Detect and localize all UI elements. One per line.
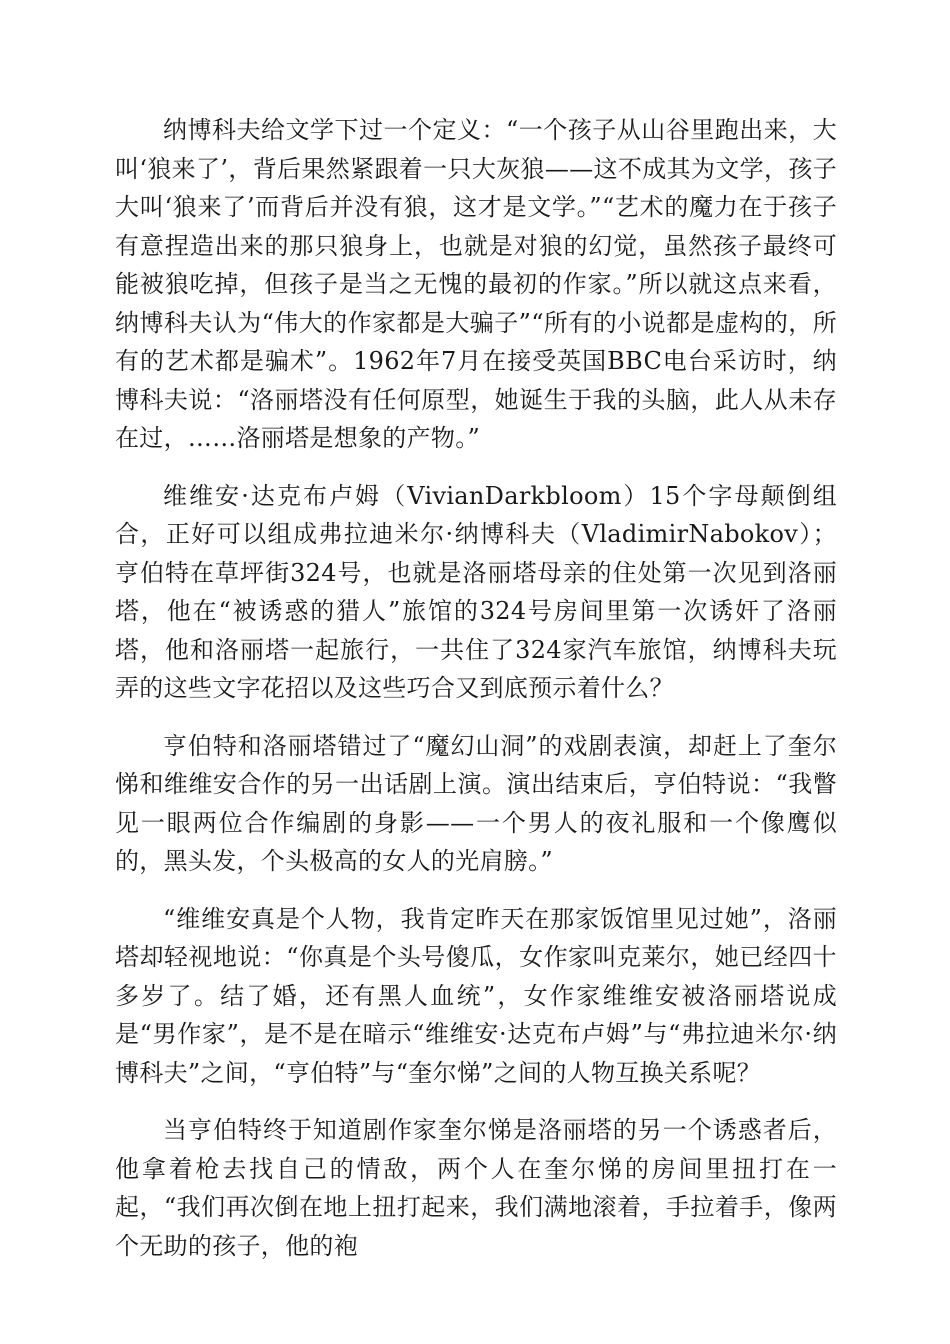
paragraph-5: 当亨伯特终于知道剧作家奎尔悌是洛丽塔的另一个诱惑者后，他拿着枪去找自己的情敌，两个人在奎尔悌的房间里扭打在一起，“我们再次倒在地上扭打起来，我们满地滚着，手拉着手，像两个无助的孩子，他的袍 [115,1116,837,1260]
paragraph-1: 纳博科夫给文学下过一个定义：“一个孩子从山谷里跑出来，大叫‘狼来了’，背后果然紧跟着一只大灰狼——这不成其为文学，孩子大叫‘狼来了’而背后并没有狼，这才是文学。”“艺术的魔力在于孩子有意捏造出来的那只狼身上，也就是对狼的幻觉，虽然孩子最终可能被狼吃掉，但孩子是当之无愧的最初的作家。”所以就这点来看，纳博科夫认为“伟大的作家都是大骗子”“所有的小说都是虚构的，所有的艺术都是骗术”。1962年7月在接受英国BBC电台采访时，纳博科夫说：“洛丽塔没有任何原型，她诞生于我的头脑，此人从未存在过，……洛丽塔是想象的产物。” [115,116,837,452]
paragraph-3: 亨伯特和洛丽塔错过了“魔幻山洞”的戏剧表演，却赶上了奎尔悌和维维安合作的另一出话剧上演。演出结束后，亨伯特说：“我瞥见一眼两位合作编剧的身影——一个男人的夜礼服和一个像鹰似的，黑头发，个头极高的女人的光肩膀。” [115,731,837,875]
paragraph-4: “维维安真是个人物，我肯定昨天在那家饭馆里见过她”，洛丽塔却轻视地说：“你真是个头号傻瓜，女作家叫克莱尔，她已经四十多岁了。结了婚，还有黑人血统”，女作家维维安被洛丽塔说成是“男作家”，是不是在暗示“维维安·达克布卢姆”与“弗拉迪米尔·纳博科夫”之间，“亨伯特”与“奎尔悌”之间的人物互换关系呢？ [115,904,837,1087]
document-body [115,111,837,1265]
paragraph-2: 维维安·达克布卢姆（VivianDarkbloom）15个字母颠倒组合，正好可以组成弗拉迪米尔·纳博科夫（VladimirNabokov）；亨伯特在草坪街324号，也就是洛丽塔母亲的住处第一次见到洛丽塔，他在“被诱惑的猎人”旅馆的324号房间里第一次诱奸了洛丽塔，他和洛丽塔一起旅行，一共住了324家汽车旅馆，纳博科夫玩弄的这些文字花招以及这些巧合又到底预示着什么？ [115,481,837,702]
